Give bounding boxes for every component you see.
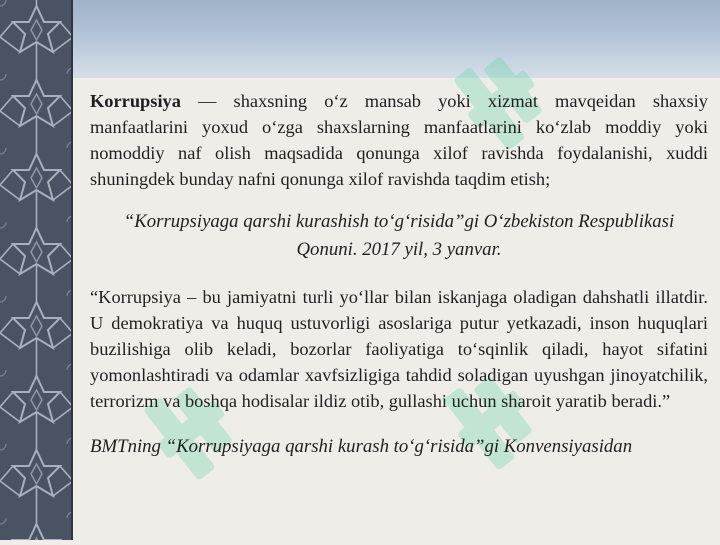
header-band xyxy=(73,0,720,78)
definition-term: Korrupsiya xyxy=(90,91,181,111)
decorative-side-pattern xyxy=(0,0,73,540)
definition-paragraph xyxy=(90,88,708,192)
quote-paragraph: “Korrupsiya – bu jamiyatni turli yo‘llar bilan iskanjaga oladigan dahshatli illatdir. U demokratiya va huquq ustuvorligi asoslariga putur yetkazadi, inson huquqlari buzilishiga olib keladi, bozorlar faoliyatiga to‘sqinlik qiladi, hayot sifatini yomonlashtiradi va odamlar xavfsizligiga tahdid soladigan uyushgan jinoyatchilik, terrorizm va boshqa hodisalar ildiz otib, gullashi uchun sharoit yaratib beradi.” xyxy=(90,287,708,411)
law-citation: “Korrupsiyaga qarshi kurashish to‘g‘risida”gi O‘zbekiston Respublikasi Qonuni. 2017 yil, 3 yanvar. xyxy=(123,211,675,260)
slide-content xyxy=(90,88,708,460)
definition-text: — shaxsning o‘z mansab yoki xizmat mavqeidan shaxsiy manfaatlarini yoxud o‘zga shaxslarning manfaatlarini ko‘zlab moddiy yoki nomoddiy naf olish maqsadida qonunga xilof ravishda foydalanishi, xuddi shuningdek bunday nafni qonunga xilof ravishda taqdim etish; xyxy=(90,91,708,189)
quote-source: BMTning “Korrupsiyaga qarshi kurash to‘g‘risida”gi Konvensiyasidan xyxy=(90,436,633,457)
